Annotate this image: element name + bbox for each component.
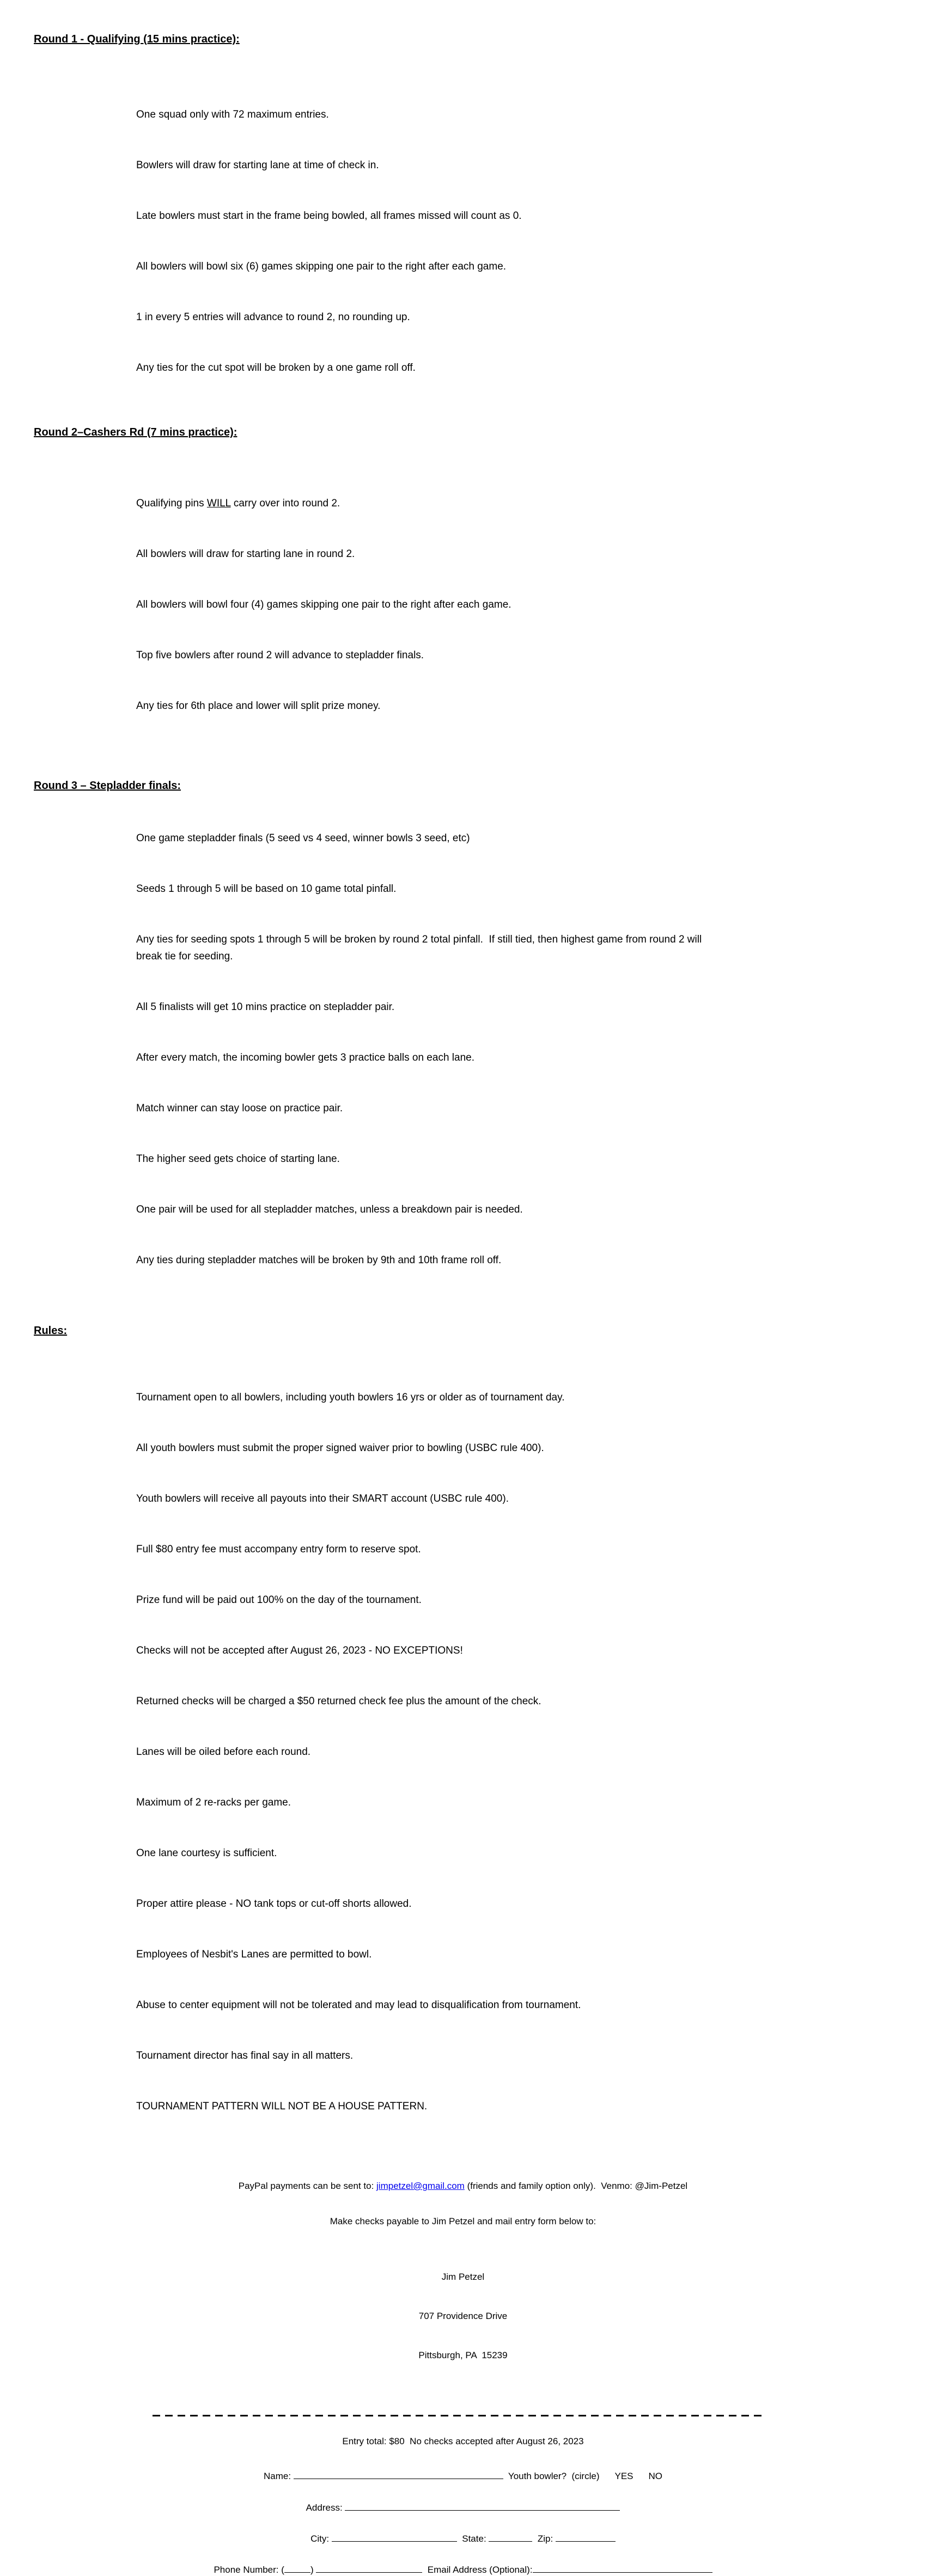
name-row: [0, 2470, 926, 2482]
list-line: Match winner can stay loose on practice pair.: [136, 1103, 343, 1114]
rule-line: Checks will not be accepted after August 26, 2023 - NO EXCEPTIONS!: [136, 1645, 463, 1656]
city-state-zip-row: [0, 2533, 926, 2545]
phone-paren-open: (: [281, 2565, 284, 2575]
phone-area-code-field[interactable]: [284, 2564, 310, 2573]
mail-recipient-name: Jim Petzel: [441, 2272, 485, 2282]
list-line: Any ties for seeding spots 1 through 5 will be broken by round 2 total pinfall. If still tied, then highest game from round 2 will break tie for seeding.: [136, 934, 705, 962]
rule-line: Abuse to center equipment will not be tolerated and may lead to disqualification from tournament.: [136, 1999, 581, 2011]
phone-email-row: [0, 2564, 926, 2576]
rule-line: Proper attire please - NO tank tops or cut-off shorts allowed.: [136, 1898, 412, 1910]
round2-heading: Round 2–Cashers Rd (7 mins practice):: [34, 426, 237, 438]
round1-list: [136, 72, 795, 410]
rule-line: Maximum of 2 re-racks per game.: [136, 1797, 291, 1808]
paypal-payment-line: [0, 2180, 926, 2192]
list-line: 1 in every 5 entries will advance to round 2, no rounding up.: [136, 311, 410, 323]
rule-line: Returned checks will be charged a $50 returned check fee plus the amount of the check.: [136, 1696, 541, 1707]
will-underlined: WILL: [206, 498, 231, 509]
list-line: All 5 finalists will get 10 mins practice on stepladder pair.: [136, 1001, 395, 1013]
list-line: All bowlers will bowl four (4) games skipping one pair to the right after each game.: [136, 599, 511, 610]
list-line: One pair will be used for all stepladder matches, unless a breakdown pair is needed.: [136, 1204, 523, 1215]
paypal-suffix: (friends and family option only). Venmo: @Jim-Petzel: [464, 2181, 688, 2191]
list-line: Any ties for 6th place and lower will split prize money.: [136, 700, 381, 712]
youth-yes-option[interactable]: YES: [614, 2471, 633, 2481]
list-line: One squad only with 72 maximum entries.: [136, 109, 329, 120]
rule-line: Full $80 entry fee must accompany entry form to reserve spot.: [136, 1544, 421, 1555]
phone-label: Phone Number:: [214, 2565, 279, 2575]
round3-list: [136, 796, 703, 1302]
rule-line: Employees of Nesbit's Lanes are permitted to bowl.: [136, 1949, 372, 1960]
city-label: City:: [310, 2534, 330, 2544]
paypal-email-link[interactable]: jimpetzel@gmail.com: [376, 2181, 465, 2191]
list-line: After every match, the incoming bowler gets 3 practice balls on each lane.: [136, 1052, 474, 1063]
list-line: Any ties for the cut spot will be broken by a one game roll off.: [136, 362, 416, 374]
mail-city-state-zip: Pittsburgh, PA 15239: [418, 2350, 508, 2360]
list-line: Any ties during stepladder matches will be broken by 9th and 10th frame roll off.: [136, 1255, 502, 1266]
qualifying-pins-prefix: Qualifying pins: [136, 498, 207, 509]
list-line: Bowlers will draw for starting lane at time of check in.: [136, 160, 379, 171]
phone-paren-close: ): [310, 2565, 314, 2575]
list-line: All bowlers will bowl six (6) games skipping one pair to the right after each game.: [136, 261, 507, 272]
name-label: Name:: [263, 2471, 291, 2481]
rule-line: Prize fund will be paid out 100% on the day of the tournament.: [136, 1594, 422, 1606]
list-line: One game stepladder finals (5 seed vs 4 seed, winner bowls 3 seed, etc): [136, 833, 470, 844]
address-field[interactable]: [345, 2502, 620, 2511]
rule-line: Youth bowlers will receive all payouts into their SMART account (USBC rule 400).: [136, 1493, 509, 1504]
email-label: Email Address (Optional):: [427, 2565, 533, 2575]
list-line: All bowlers will draw for starting lane in round 2.: [136, 548, 355, 560]
mail-street: 707 Providence Drive: [418, 2311, 508, 2321]
entry-total-line: Entry total: $80 No checks accepted after August 26, 2023: [342, 2436, 584, 2446]
round1-heading: Round 1 - Qualifying (15 mins practice):: [34, 33, 240, 45]
rules-list: [136, 1355, 795, 2149]
address-label: Address:: [306, 2502, 343, 2513]
mailing-address-block: [0, 2245, 926, 2387]
state-field[interactable]: [489, 2533, 532, 2542]
qualifying-pins-suffix: carry over into round 2.: [230, 498, 340, 509]
list-line: Seeds 1 through 5 will be based on 10 game total pinfall.: [136, 883, 397, 895]
round2-list: [136, 461, 795, 748]
youth-no-option[interactable]: NO: [648, 2471, 663, 2481]
list-line: The higher seed gets choice of starting lane.: [136, 1153, 340, 1165]
rules-heading: Rules:: [34, 1325, 68, 1337]
paypal-prefix: PayPal payments can be sent to:: [238, 2181, 377, 2191]
rule-line: Tournament director has final say in all matters.: [136, 2050, 354, 2061]
zip-field[interactable]: [556, 2533, 616, 2542]
email-field[interactable]: [533, 2564, 712, 2573]
rule-line: TOURNAMENT PATTERN WILL NOT BE A HOUSE PATTERN.: [136, 2101, 428, 2112]
address-row: [0, 2502, 926, 2514]
list-line: Top five bowlers after round 2 will advance to stepladder finals.: [136, 650, 424, 661]
name-field[interactable]: [294, 2470, 503, 2479]
rule-line: Tournament open to all bowlers, including youth bowlers 16 yrs or older as of tournament day.: [136, 1392, 565, 1403]
city-field[interactable]: [332, 2533, 457, 2542]
list-line: [136, 495, 795, 512]
checks-payable-line: Make checks payable to Jim Petzel and mail entry form below to:: [330, 2216, 596, 2226]
rule-line: Lanes will be oiled before each round.: [136, 1746, 311, 1758]
youth-bowler-label: Youth bowler? (circle): [508, 2471, 600, 2481]
rule-line: One lane courtesy is sufficient.: [136, 1847, 277, 1859]
phone-number-field[interactable]: [316, 2564, 422, 2573]
rule-line: All youth bowlers must submit the proper signed waiver prior to bowling (USBC rule 400).: [136, 1442, 544, 1454]
zip-label: Zip:: [537, 2534, 553, 2544]
state-label: State:: [462, 2534, 486, 2544]
round3-heading: Round 3 – Stepladder finals:: [34, 780, 181, 792]
list-line: Late bowlers must start in the frame being bowled, all frames missed will count as 0.: [136, 210, 522, 222]
cut-here-dashed-line: [153, 2415, 765, 2416]
